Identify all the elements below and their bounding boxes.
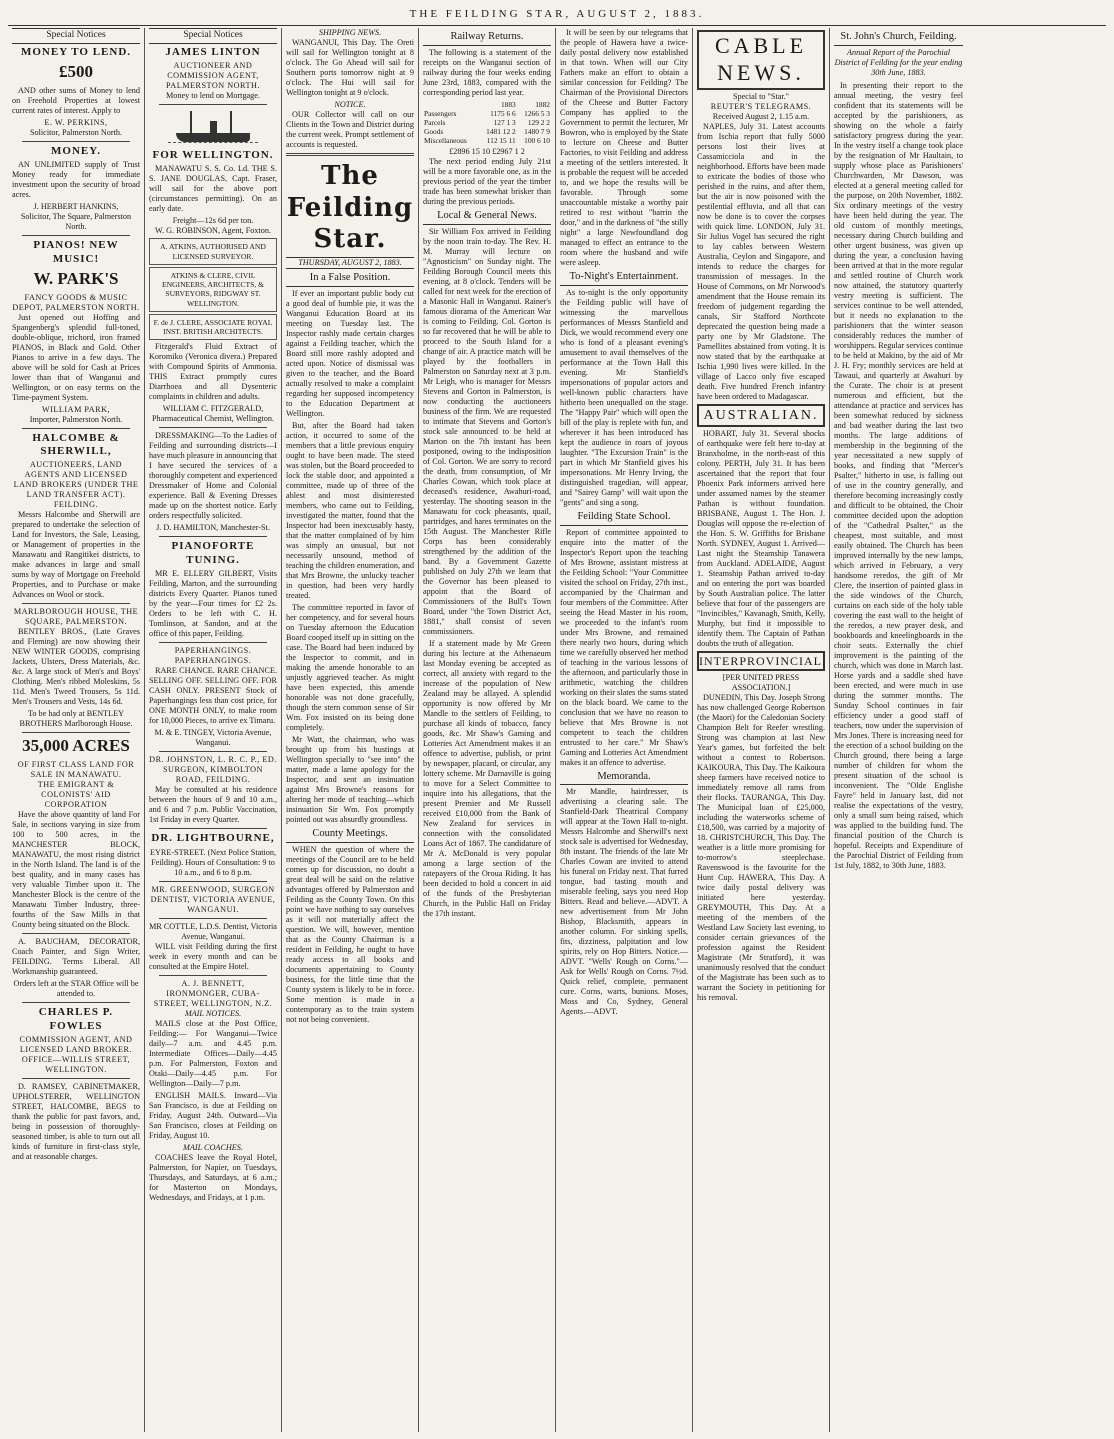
notice-text: OUR Collector will call on our Clients in the Town and District during the current week. Prompt settlement of accounts is requested. [286, 110, 414, 149]
money-title: MONEY. [51, 144, 101, 157]
marlborough-house: MARLBOROUGH HOUSE, THE SQUARE, PALMERSTON. [13, 607, 139, 627]
article-paragraph-1: If ever an important public body cut a good deal of humble pie, it was the Wanganui Education Board at its meeting on Tuesday last. The Inspector rashly made certain charges against a Feilding teacher, which the Board still more rashly adopted and acted upon. Notice of dismissal was given to the teacher, and the Board actually resolved to make a complaint regarding her supposed incompetency to the Education Department at Wellington. [286, 288, 414, 418]
special-notices-header-2: Special Notices [149, 28, 277, 44]
clere-card: F. de J. CLERE, ASSOCIATE ROYAL INST. BRITISH ARCHITECTS. [149, 314, 277, 341]
column-6 [693, 28, 830, 1432]
linton-title: JAMES LINTON [165, 45, 261, 58]
railway-returns-table [423, 100, 551, 145]
cable-news-title: CABLE NEWS. [697, 30, 825, 90]
fowles-title: CHARLES P. FOWLES [38, 1006, 114, 1032]
english-mails-text: ENGLISH MAILS. Inward—Via San Francisco, is due at Feilding on Friday, August 24th. Outward—Via San Francisco, closes at Feilding on Friday, August 10. [149, 1090, 277, 1140]
park-name: WILLIAM PARK, [41, 404, 111, 414]
hankins-address: Solicitor, The Square, Palmerston North. [20, 212, 132, 232]
loan-address: Solicitor, Palmerston North. [29, 127, 122, 137]
table-header-row: 1883 1882 [500, 99, 550, 109]
interprovincial-subtitle: [PER UNITED PRESS ASSOCIATION.] [722, 673, 800, 693]
cable-subtitle: Special to "Star." [732, 91, 790, 101]
table-row: Miscellaneous 112 15 11 100 6 10 [424, 135, 550, 145]
park-subtitle: FANCY GOODS & MUSIC DEPOT, PALMERSTON NORTH. [12, 292, 140, 312]
acres-subtitle: OF FIRST CLASS LAND FOR SALE IN MANAWATU. [17, 760, 135, 780]
steamship-icon [168, 108, 258, 146]
australian-title: AUSTRALIAN. [697, 404, 825, 427]
issue-date: THURSDAY, AUGUST 2, 1883. [286, 257, 414, 269]
entertainment-text: As to-night is the only opportunity the Feilding public will have of witnessing the marvellous performances of Messrs Stanfield and Dick, we would recommend every one who is fond of a pleasant evening's amusement to avail themselves of the performance at the Town Hall this evening. Mr Stanfield's impersonations of popular actors and well-known public characters have hitherto been unequalled on the stage. The "Happy Pair" which will open the bill of the play is replete with fun, and wherever it has been introduced has kept the audience in roars of joyous laughter. "The Excursion Train" is the part in which Mr Stanfield gives his impersonations. Mr Henry Irving, the distinguished tragedian, will appear, and "Sairey Gamp" will wait upon the "gents" and sing a song. [560, 287, 688, 507]
bennett-title: A. J. BENNETT, IRONMONGER, CUBA-STREET, WELLINGTON, N.Z. [153, 978, 273, 1008]
bentley-text: BENTLEY BROS., (Late Graves and Fleming) are now showing their NEW WINTER GOODS, comprising Jackets, Ulsters, Dress Materials, &c. &c. A large stock of Men's and Boys' Clothing. Men's ribbed Moleskins, 5s 11d. Men's Tweed Trousers, 5s 11d. Men's Trousers and Vests, 14s 6d. [12, 627, 140, 707]
column-4 [419, 28, 556, 1432]
newspaper-columns [8, 28, 1106, 1432]
johnston-text: May be consulted at his residence between the hours of 9 and 10 a.m., and 6 and 7 p.m. Public Vaccination, 1st Friday in every Quarter. [149, 785, 277, 825]
state-school-title: Feilding State School. [560, 511, 688, 526]
paper-text: RARE CHANCE. RARE CHANCE. SELLING OFF. SELLING OFF. FOR CASH ONLY. PRESENT Stock of Paperhangings less than cost price, for ONE MONTH ONLY, to make room for 10,000 Pieces, to arrive ex Timaru. [149, 666, 277, 726]
halcombe-text: Messrs Halcombe and Sherwill are prepared to undertake the selection of Land for Investors, the Sale, Leasing, or Management of properties in the Manawatu and Rangitikei districts, to make advances in large and small sums by way of Mortgage on Freehold Properties, and to Purchase or make Advances on Wool or stock. [12, 510, 140, 600]
park-title: W. PARK'S [33, 268, 119, 288]
halcombe-title: HALCOMBE & SHERWILL, [32, 431, 120, 458]
pianos-title: PIANOS! NEW MUSIC! [33, 239, 119, 265]
park-text: Just opened out Hoffing and Spangenberg's splendid full-toned, double-oblique, trichord, iron framed PIANOS, in Black and Gold. Other Pianos to arrive in a few days. The above will be sold for Cash at Prices lower than that of Wanganui and Wellington, or on easy terms on the Time-payment System. [12, 312, 140, 402]
piano-title: PIANOFORTE TUNING. [171, 540, 255, 566]
loan-text: AND other sums of Money to lend on Freehold Properties at lowest current rates of interest. Apply to [12, 85, 140, 115]
masthead: THE FEILDING STAR, AUGUST 2, 1883. [8, 4, 1106, 26]
coach-title: MAIL COACHES. [183, 1142, 243, 1152]
st-johns-text: In presenting their report to the annual meeting, the vestry feel confident that its statements will be accepted by the parishioners, as showing on the whole a fairly satisfactory progress during the year. In the vestry itself a change took place by the resignation of Mr Haultain, to supply whose place as Parishioners' Churchwarden, Mr Dawson, was elected at a general meeting called for the purpose, on 20th November, 1882. Six ordinary meetings of the vestry have been held during the year. The old custom of monthly meetings, necessary during Church building and other urgent business, was given up during the year, a conclusion having been arrived at that in the more regular and settled routine of Church work now attained, the statutory quarterly vestry meeting is sufficient. The services continue to be well attended, but it needs no explanation to the parishioners that the winter season considerably reduces the number of worshippers. Regular services continue to be held at Makino, by the aid of Mr J. H. Fry; monthly services are held at Tawaui, and quarterly at Awahuri by the Curate. The choir is at present numerous and efficient, but the attendance at practice and services has been somewhat reduced by sickness and bad weather during the last two months. The large additions of membership in the beginning of the year necessitated a new supply of books, and finding that "Mercer's Psalter," hitherto in use, is falling out of use in the country generally, and therefore becoming increasingly costly and difficult to be obtained, the Choir committee decided upon the adoption of the "Cathedral Psalter," as the cheapest, most suitable, and most easily obtained. The Church has been improved internally by the new lamps, which arrived in February, a very handsome reredos, the gift of Mr Clere, the insertion of painted glass in the side windows of the Church, curtains on each side of the holy table covering the east wall to the height of the reredos, a new prayer desk, and bookboards and kneelingboards in the choir seats. Externally the chief improvement is the painting of the church, which was done in March last. Horse yards and a saddle shed have been erected, and were much in use during the summer months. The Sunday School continues in fair efficiency under a good staff of teachers, now under the supervision of Mrs Jones. There is increasing need for the erection of a school building on the Church ground, there being a large number of children for whom the present situation of the school is inconvenient. The "Olde Englishe Fayre" held in January last, did not realise the expectations of the vestry, only a small sum being raised, which was applied to the building fund. The financial position of the Church is hopeful. Receipts and Expenditure of the Parochial District of Feilding from 1st July, 1882, to 30th June, 1883. [834, 80, 963, 870]
coach-text: COACHES leave the Royal Hotel, Palmerston, for Napier, on Tuesdays, Thursdays, and Saturdays, at 6 a.m.; for Masterton on Mondays, Wednesdays, and Fridays, at 1 p.m. [149, 1152, 277, 1202]
hankins-name: J. HERBERT HANKINS, [33, 202, 119, 212]
county-meetings-text: WHEN the question of where the meetings of the Council are to be held comes up for discussion, no doubt a great deal will be said on the relative advantages offered by Palmerston and Feilding as the County Town. On this point we have nothing to say ourselves as it will not materially affect the question. We will, however, mention that as the County Chairman is a resident in Feilding, he ought to have ready access to all books and documents appertaining to County business, for the little time that the County system is likely to be in force. Some mention is made in a contemporary as to the train system not not being convenient. [286, 844, 414, 1024]
received-time: Received August 2, 1.15 a.m. [712, 111, 810, 121]
tingey-name: M. & E. TINGEY, Victoria Avenue, Wanganui. [154, 728, 272, 748]
st-johns-subtitle: Annual Report of the Parochial District of Feilding for the year ending 30th June, 1883. [834, 47, 963, 77]
local-news-title: Local & General News. [423, 210, 551, 225]
lightbourne-title: DR. LIGHTBOURNE, [151, 832, 275, 845]
johnston-title: DR. JOHNSTON, L. R. C. P., ED. SURGEON, KIMBOLTON ROAD, FEILDING. [149, 755, 277, 785]
local-news-text: Sir William Fox arrived in Feilding by the noon train to-day. The Rev. H. M. Murray will lecture on "Agnosticism" on Sunday night. The Feilding Borough Council meets this evening, at 8 o'clock. Tenders will be called for next week for the erection of a Masonic Hall in Wanganui. Rainer's famous diorama of the American War is coming to Feilding. Col. Gorton is so far recovered that he will be able to proceed to the South Island for a change of air. A practice match will be played by the footballers in Palmerston on Saturday next at 3 p.m. Mr Leigh, who is manager for Messrs Stevens and Gorton in Palmerston, is now conducting the auctioneers business of the firm. We are requested to intimate that Stevens and Gorton's stock sale announced to be held at Marton on the 7th instant has been postponed, owing to the indisposition of Col. Gorton. We are sorry to record the death, from consumption, of Mr Charles Cowan, which took place at deceased's residence, Awahuri-road, yesterday. The shooting season in the Manawatu for cock pheasants, quail, partridges, and hares terminates on the 15th August. The Manchester Rifle Corps has been considerably strengthened by the addition of the band. By a Government Gazette published on July 27th we learn that the Governor has been pleased to appoint that the Board of Commissioners of the Bull's Town Board, under "the Town District Act, 1881," shall consist of seven commissioners. [423, 226, 551, 636]
mail-title: MAIL NOTICES. [184, 1008, 242, 1018]
column-2 [145, 28, 282, 1432]
atkins-card: A. ATKINS, AUTHORISED AND LICENSED SURVEYOR. [149, 238, 277, 265]
interprovincial-title: INTERPROVINCIAL. [697, 651, 825, 672]
table-row: Passengers 1175 6 6 1266 5 3 [424, 108, 550, 118]
mail-text: MAILS close at the Post Office, Feilding:— For Wanganui—Twice daily—7 a.m. and 4.45 p.m. Intermediate Offices—Daily—4.45 p.m. For Palmerston, Foxton and Otaki—Daily—4.45 p.m. For Wellington—Daily—7 p.m. [149, 1018, 277, 1088]
railway-footer: The next period ending July 21st will be a more favorable one, as in the previous period of the year the timber trade has been somewhat brisker than during the previous periods. [423, 156, 551, 206]
state-school-text: Report of committee appointed to enquire into the matter of the Inspector's Report upon the teaching of Mrs Browne, assistant mistress at the Feilding School: "Your Committee visited the school on Friday, 27th inst., accompanied by the Chairman and four members of the Committee. After seeing the Head Master in his room, we proceeded to the infant's room under Mrs Browne, and remained there nearly two hours, during which time we carefully observed her method of teaching in the various lessons of the afternoon, and particularly those in arithmetic, watching the children working on their slates the sums stated on the black board. We came to the conclusion that we have no reason to believe that Mrs Browne is not competent to teach the children entrusted to her care." Mr Shaw's Gaming and Lotteries Act Amendment makes it an offence to advertise. [560, 527, 688, 767]
emigrant-text: Have the above quantity of land For Sale, in sections varying in size from 100 to 500 acres, in the MANCHESTER BLOCK, MANAWATU, the most rising district in the North Island. The land is of the best quality, and in many cases has very valuable Timber upon it. The Manchester Block is the centre of the Manawatu Timber Industry, three-fourths of the Saw Mills in that County being situated on the Block. [12, 810, 140, 930]
railway-returns-text: The following is a statement of the receipts on the Wanganui section of railway during the four weeks ending June 23rd, 1883, compared with the corresponding period last year. [423, 47, 551, 97]
column-5-top-text: It will be seen by our telegrams that the people of Hawera have a twice-daily postal delivery now established in that town. When will our City Fathers make an effort to obtain a similar concession for Feilding? The Chairman of the Provisional Directors of the Cheese and Butter Factory Company has applied to the Government to permit the lecturer, Mr Bowron, who is employed by the State to lecture on Cheese and Butter Factories, to visit Feilding and address a meeting of the settlers interested. It is probable the request will be acceded to, and we hope the results will be favorable. Through some unaccountable mistake a worthy pair retired to rest without "barrin the door," and in the darkness of "the stilly night" a large Newfoundland dog managed to effect an entrance to the room where the husband and wife were asleep. [560, 28, 688, 267]
entertainment-title: To-Night's Entertainment. [560, 271, 688, 286]
article-paragraph-3: The committee reported in favor of her competency, and for several hours on Tuesday afternoon the Education Board cooped itself up in sitting on the case. The Board had been induced by the Inspector to commit, and in making the amende honorable to an unjustly aggrieved teacher. As might have been expected, this amende honorable was not done gracefully, though the stern common sense of Sir Wm. Fox insisted on its being done completely. [286, 602, 414, 732]
reuter-label: REUTER'S TELEGRAMS. [710, 101, 812, 111]
lightbourne-subtitle: EYRE-STREET. (Next Police Station, Feilding). Hours of Consultation: 9 to 10 a.m., and 6 to 8 p.m. [149, 847, 277, 877]
acres-title: 35,000 ACRES [22, 736, 130, 756]
column-7 [830, 28, 967, 1432]
loan-amount: £500 [59, 61, 93, 81]
table-row: Parcels 127 1 3 129 2 2 [424, 117, 550, 127]
loan-title: MONEY TO LEND. [20, 45, 132, 58]
cottle-title: MR COTTLE, L.D.S. Dentist, Victoria Avenue, Wanganui. [149, 921, 277, 941]
wellington-title: FOR WELLINGTON. [152, 148, 274, 161]
linton-text: Money to lend on Mortgage. [166, 90, 260, 100]
column-5 [556, 28, 693, 1432]
memoranda-text: Mr Mandle, hairdresser, is advertising a clearing sale. The Stanfield-Dark Theatrical Company will appear at the Town Hall to-night. Messrs Halcombe and Sherwill's next stock sale is advertised for Wednesday, 8th instant. The friends of the late Mr Charles Cowan are invited to attend his funeral on Friday next. That furred tongue, bad tasting mouth and miserable feeling, says you need Hop Bitters. Read and believe.—ADVT. A new advertisement from Mr John Bishop, Blacksmith, appears in another column. For sinking spells, fits, dizziness, palpitation and low spirits, rely on Hop Bitters. Notice.—ADVT. "Wells' Rough on Corns."—Ask for Wells' Rough on Corns. 7½d. Quick relief, complete, permanent cure. Corns, warts, bunions. Moses, Moss and Co, Sydney, General Agents.—ADVT. [560, 787, 688, 1017]
fitzgerald-name: WILLIAM C. FITZGERALD, Pharmaceutical Chemist, Wellington. [152, 404, 274, 424]
dressmaking-text: DRESSMAKING—To the Ladies of Feilding and surrounding districts—I have much pleasure in announcing that I have secured the services of a thoroughly competent and experienced Dressmaker of Home and Colonial experience. Ball & Evening Dresses made up on the shortest notice. Early orders respectfully solicited. [149, 431, 278, 521]
interprovincial-text: DUNEDIN, This Day. Joseph Strong has now challenged George Robertson (the Maori) for the Caledonian Society Champion Belt for Reefer wrestling. Strong was champion at last New Year's games, but forfeited the belt without a contest to Robertson. KAIKOURA, This Day. The Kaikoura sheep farmers have received notice to immediately remove all rams from their flocks. TAURANGA, This Day. The Municipal loan of £25,000, including the waterworks scheme of £18,500, was carried by a majority of 18. CHRISTCHURCH, This Day. The weather is a little more promising for to-morrow's steeplechase. Ravenswood is the favourite for the Hunt Cup. HAWERA, This Day. A twice daily postal delivery was initiated here yesterday. GREYMOUTH, This Day. At a meeting of the members of the Westland Law Society last evening, to consider certain grievances of the profession against the Resident Magistrate (Mr Stratford), it was unanimously resolved that the conduct of the Magistrate has been such as to warrant the Society in petitioning for his removal. [697, 693, 825, 1003]
railway-returns-title: Railway Returns. [423, 31, 551, 46]
railway-total: £2896 15 10 £2967 1 2 [449, 146, 525, 156]
greenwood-title: MR. GREENWOOD, SURGEON DENTIST, VICTORIA AVENUE, WANGANUI. [150, 884, 276, 914]
shipping-text: WANGANUI, This Day. The Oreti will sail for Wellington tonight at 8 o'clock. The Go Ahead will sail for Southern ports tomorrow night at 9 o'clock. The Hui will sail for Wellington tonight at 9 o'clock. [286, 38, 414, 97]
newspaper-flag: The Feilding Star. [286, 161, 414, 255]
notice-title: NOTICE. [334, 100, 366, 109]
emigrant-title: THE EMIGRANT & COLONISTS' AID CORPORATION [37, 780, 115, 810]
article-paragraph-2: But, after the Board had taken action, it occurred to some of the members that a little previous enquiry ought to have been made. The steed was stolen, but the Board proceeded to lock the stable door, and appointed a committee, made up of three of the ablest and most disinterested members, who came out to Feilding, investigated the matter, found that the Inspector had been inexcusably hasty, that the matter complained of by him was simply an unusual, but not necessarily unsound, method of teaching the children enumeration, and that Mrs Browne, the unlucky teacher in question, had been very hardly treated. [286, 420, 414, 600]
manawatu-text: MANAWATU S. S. Co. Ld. THE S. S. JANE DOUGLAS, Capt. Fraser, will sail for the above port (circumstances permitting). On an early date. [149, 164, 277, 214]
special-notices-header: Special Notices [12, 28, 140, 44]
st-johns-title: St. John's Church, Feilding. [834, 31, 963, 46]
table-row: Goods 1481 12 2 1480 7 9 [424, 126, 550, 136]
memoranda-title: Memoranda. [560, 771, 688, 786]
bentley-footer: To be had only at BENTLEY BROTHERS Marlborough House. [19, 709, 133, 729]
robinson-name: W. G. ROBINSON, Agent, Foxton. [155, 226, 271, 236]
local-news-text-2: If a statement made by Mr Green during his lecture at the Athenaeum last Monday evening be accepted as correct, all anxiety with regard to the increase of the population of New Zealand may be allayed. A splendid opportunity is now offered by Mr Mandle to the settlers of Feilding, to purchase all kinds of tobacco, fancy goods, &c. Mr Shaw's Gaming and Lotteries Act Amendment makes it an offence to advertise, publish, or print by newspaper, placard, or circular, any lottery scheme. Mr Darnaville is going to move for a Select Committee to inquire into his allegations, that the present Premier and Mr Russell received £10,000 from the Bank of New Zealand for services in connection with the consolidated Loans Act of 1867. The candidature of Mr A. McDonald is very popular among a large section of the ratepayers of the Oroua Riding. It has been decided to hold a concert in aid of the funds of the Presbyterian Church, in the Public Hall on Friday the 17th instant. [423, 638, 551, 918]
park-role: Importer, Palmerston North. [29, 414, 123, 424]
article-title: In a False Position. [286, 272, 414, 287]
atkins-clere-card: ATKINS & CLERE, CIVIL ENGINEERS, ARCHITECTS, & SURVEYORS, RIDGWAY ST. WELLINGTON. [149, 267, 277, 312]
australian-text: HOBART, July 31. Several shocks of earthquake were felt here to-day at Branxholme, in the north-east of this colony. PERTH, July 31. It has been ascertained that the report that four Phoenix Park informers arrived here under assumed names by the steamer Pathan is without foundation. BRISBANE, August 1. The Hon. J. Douglas will oppose the re-election of the Hon. S. W. Griffiths for Brisbane North. SYDNEY, August 1. Arrived—Last night the Steamship Tanawera from Auckland. ADELAIDE, August 1. Steamship Pathan arrived to-day and on entering the port was boarded by South Australian police. The latter believe that four of the passengers are "Invincibles," Kavanagh, Smith, Kelly, Murphy, but find it impossible to identify them. The Captain of Pathan doubts the truth of allegation. [697, 428, 825, 648]
county-meetings-title: County Meetings. [286, 828, 414, 843]
shipping-title: SHIPPING NEWS. [318, 28, 382, 37]
column-3 [282, 28, 419, 1432]
loan-name: E. W. PERKINS, [44, 117, 108, 127]
baucham-text: A. BAUCHAM, DECORATOR, Coach Painter, and Sign Writer, FEILDING. Terms Liberal. All Workmanship guaranteed. [12, 937, 140, 977]
fowles-subtitle: COMMISSION AGENT, AND LICENSED LAND BROKER. OFFICE—WILLIS STREET, WELLINGTON. [19, 1035, 133, 1075]
linton-subtitle: AUCTIONEER AND COMMISSION AGENT, PALMERSTON NORTH. [166, 60, 260, 90]
hamilton-name: J. D. HAMILTON, Manchester-St. [156, 523, 270, 533]
cottle-text: WILL visit Feilding during the first week in every month and can be consulted at the Empire Hotel. [149, 941, 277, 971]
paper-title: PAPERHANGINGS. PAPERHANGINGS. [174, 646, 252, 666]
freight-text: Freight—12s 6d per ton. [172, 216, 254, 226]
baucham-footer: Orders left at the STAR Office will be attended to. [13, 979, 139, 999]
column-1 [8, 28, 145, 1432]
fitzgerald-text: Fitzgerald's Fluid Extract of Koromiko (Veronica divera.) Prepared with Compound Spirits of Ammonia. THIS Extract promptly cures Diarrhoea and all Dysenteric complaints in children and adults. [149, 342, 277, 402]
ramsey-text: D. RAMSEY, CABINETMAKER, UPHOLSTERER, WELLINGTON STREET, HALCOMBE, BEGS to thank the public for past favors, and, being in possession of thoroughly-seasoned timber, is able to turn out all kinds of furniture in first-class style, and at reasonable charges. [12, 1082, 140, 1162]
piano-text: MR E. ELLERY GILBERT, Visits Feilding, Marton, and the surrounding districts Every Quarter. Pianos tuned by the year—Four times for £2 2s. Orders to be left with C. H. Tomlinson, at Sandon, and at the office of this paper, Feilding. [149, 569, 277, 639]
article-paragraph-4: Mr Watt, the chairman, who was brought up from his hustings at Wellington specially to "see into" the matter, made a lame apology for the Inspector, and sent an insinuation against Mrs Browne's reasons for altering her mode of teaching—which insinuation Sir Wm. Fox promptly pointed out was absurdly groundless. [286, 734, 414, 824]
money-text: AN UNLIMITED supply of Trust Money ready for immediate investment upon the security of broad acres. [12, 160, 140, 200]
cable-text: NAPLES, July 31. Latest accounts from Ischia report that fully 5000 persons lost their lives at Cassamicciola and in the neighborhood. Efforts have been made to extricate the bodies of those who perished in the ruins, and after them, but the air is now poisoned with the pestilential effluvia, and all that can now be done is to cover the corpses with quick lime. LONDON, July 31. Sir Julius Vogel has secured the right to lay cables between Western Australia, Ceylon and Singapore, and intends to reduce the charges for transmission of messages. In the House of Commons, on Mr Norwood's amendment that the House remain its freedom of judgement regarding the canals, Sir Stafford Northcote deprecated the question being made a party one by Mr Gladstone. The Parnellites abstained from voting. It is now stated that by the earthquake at Ischia 1,990 lives were killed. In the village of Lacco only five escaped death. Five hundred French infantry have been ordered to Madagascar. [697, 121, 825, 401]
halcombe-subtitle: AUCTIONEERS, LAND AGENTS AND LICENSED LAND BROKERS (UNDER THE LAND TRANSFER ACT). FEILDING. [13, 460, 139, 510]
